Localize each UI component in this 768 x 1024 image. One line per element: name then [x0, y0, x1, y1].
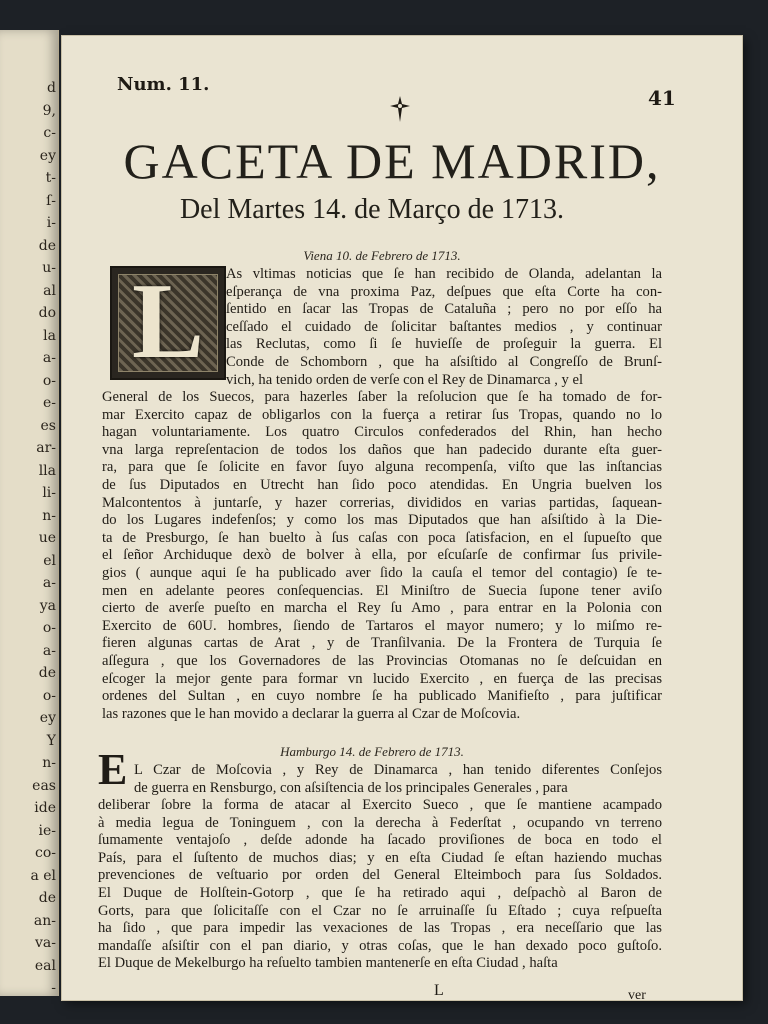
- text-line: ſumamente ventajoſo , deſde adonde ha ſacado proviſiones de boca en todo el: [98, 832, 662, 849]
- left-page-fragment: la: [43, 327, 56, 344]
- cross-ornament-icon: [388, 94, 412, 124]
- article-viena-body: [102, 389, 662, 723]
- left-page-fragment: -: [51, 980, 56, 996]
- initial-letter: L: [131, 262, 205, 381]
- text-line: mandaſſe aſsiſtir con el pan diario, y otras coſas, que le han dexado poco guſtoſo.: [98, 937, 662, 954]
- text-line: Exercito de 60U. hombres, ſiendo de Tartaros el mayor numero; y lo miſmo re-: [102, 617, 662, 634]
- left-page-fragment: a el: [30, 867, 56, 884]
- text-line: ceſſado el cuidado de ſolicitar baſtantes medios , y continuar: [226, 318, 662, 335]
- text-line: Gorts, para que ſolicitaſſe con el Czar no ſe arruinaſſe ſu Eſtado ; cuya reſpueſta: [98, 902, 662, 919]
- text-line: de ſus Diputados en Utrecht han ſido poco atendidas. En Ungria buelven los: [102, 476, 662, 493]
- text-line: mar Exercito capaz de obligarlos con la fuerça a retirar ſus Tropas, quando no lo: [102, 406, 662, 423]
- text-line: ta de Presburgo, ſe han buelto à ſus caſas con poca ſatisfacion, en el ſupueſto que: [102, 529, 662, 546]
- page-folio: 41: [648, 86, 676, 110]
- left-page-fragment: eal: [34, 957, 56, 974]
- left-page-fragment: o-: [42, 372, 56, 389]
- left-page-edge: [0, 30, 59, 996]
- left-page-fragment: n-: [42, 507, 56, 524]
- left-page-fragment: do: [38, 305, 56, 321]
- text-line: men en adelante peores conſequencias. El Miniſtro de Suecia ſupone tener aviſo: [102, 582, 662, 599]
- text-line: à media legua de Toninguem , con la derecha à Federſtat , ocupando vn terreno: [98, 814, 662, 831]
- left-page-fragment: Y: [46, 732, 56, 749]
- left-page-fragment: co-: [35, 845, 56, 861]
- left-page-fragment: de: [38, 665, 56, 681]
- section-initial-e: E: [98, 745, 128, 794]
- text-line: prevenciones de veſtuario por orden del General Elteimboch para ſus Soldados.: [98, 867, 662, 884]
- left-page-fragment: o-: [42, 620, 56, 636]
- issue-dateline: Del Martes 14. de Março de 1713.: [179, 194, 565, 225]
- text-line: ordenes del Sultan , en cuyo nombre ſe ha publicado Manifieſto , para juſtificar: [102, 688, 662, 705]
- left-page-fragment: e-: [42, 395, 56, 411]
- left-page-fragment: ar-: [36, 440, 56, 456]
- text-line: el ſeñor Archiduque dexò de bolver à ella, por eſcuſarſe de confirmar ſus privile-: [102, 547, 662, 564]
- left-page-fragment: 9,: [42, 102, 56, 119]
- left-page-fragment: a-: [42, 642, 56, 659]
- text-line: fieren algunas cartas de Arat , y de Tranſilvania. De la Frontera de Turquia ſe: [102, 635, 662, 652]
- left-page-fragment: u-: [42, 260, 56, 276]
- left-page-fragment: ſ-: [46, 192, 56, 209]
- text-line: ſentido en ſacar las Tropas de Cataluña ; pero no por eſſo ha: [226, 301, 662, 318]
- text-line: eſcoger la mejor gente para formar vn lucido Exercito , en fuerça de las precisas: [102, 670, 662, 687]
- left-page-fragment: de: [38, 890, 56, 906]
- left-page-fragment: al: [43, 282, 56, 299]
- left-page-fragment: ie-: [38, 822, 56, 839]
- left-page-fragment: n-: [42, 755, 56, 771]
- text-line: gios ( aunque aqui ſe ha publicado aver ſido la cauſa el temor del contagio) ſe te-: [102, 564, 662, 581]
- text-line: aſſegura , que los Governadores de las Provincias Otomanas no ſe deſcuidan en: [102, 652, 662, 669]
- left-page-fragment: de: [38, 237, 56, 254]
- left-page-fragment: ide: [34, 800, 56, 816]
- text-line: ha ſido , que para impedir las vexaciones de las Tropas , era neceſſario que las: [98, 920, 662, 937]
- text-line: País, para el ſuſtento de muchos dias; y en eſta Ciudad ſe eſtan haziendo muchas: [98, 849, 662, 866]
- left-page-fragment: el: [43, 552, 56, 569]
- text-line: El Duque de Holſtein-Gotorp , que ſe ha retirado aqui , deſpachò al Baron de: [98, 884, 662, 901]
- left-page-fragment: ue: [38, 530, 56, 546]
- text-line: Malcontentos à juntarſe, y hazer correrias, divididos en varias partidas, ſaquean-: [102, 494, 662, 511]
- left-page-fragment: a-: [42, 575, 56, 591]
- text-line: las razones que le han movido a declarar la guerra al Czar de Moſcovia.: [102, 705, 521, 722]
- text-line: hagan voluntariamente. Los quatro Circulos confederados del Rhin, han hecho: [102, 424, 662, 441]
- text-line: eſperança de vna proxima Paz, deſpues que eſta Corte ha con-: [226, 283, 662, 300]
- article-hamburgo-body: [98, 797, 662, 973]
- text-line: ra, para que ſe ſolicite en favor ſuyo alguna recompenſa, viſto que las inſtancias: [102, 459, 662, 476]
- text-line: General de los Suecos, para hazerles ſaber la reſolucion que ſe ha tomado de for-: [102, 389, 662, 405]
- left-page-fragment: ey: [39, 710, 56, 726]
- text-line: cierto de averſe pueſto en marcha el Rey ſu Amo , para entrar en la Polonia con: [102, 600, 662, 617]
- text-line: deliberar ſobre la forma de atacar al Exercito Sueco , que ſe mantiene acampado: [98, 797, 662, 813]
- text-line: vich, ha tenido orden de verſe con el Rey de Dinamarca , y el: [226, 371, 583, 388]
- text-line: de guerra en Rensburgo, con aſsiſtencia de los principales Generales , para: [134, 779, 568, 796]
- issue-number: Num. 11.: [117, 74, 210, 95]
- left-page-fragment: ya: [39, 597, 56, 614]
- gazette-page: [62, 36, 742, 1000]
- article-viena-intro: [226, 266, 662, 389]
- text-line: do los Lugares indefenſos; y como los mas Diputados que han aſsiſtido à la Die-: [102, 512, 662, 529]
- text-line: As vltimas noticias que ſe han recibido de Olanda, adelantan la: [226, 266, 662, 282]
- text-line: las Reclutas, como ſi ſe huvieſſe de proſeguir la guerra. El: [226, 336, 662, 353]
- left-page-fragment: li-: [42, 485, 56, 501]
- decorated-initial: [110, 262, 226, 381]
- left-page-fragment: a-: [42, 350, 56, 366]
- left-page-fragment: o-: [42, 687, 56, 704]
- left-page-fragment: eas: [32, 777, 56, 794]
- signature-mark: L: [434, 982, 444, 999]
- left-page-fragment: lla: [38, 462, 56, 479]
- left-page-fragment: t-: [45, 170, 56, 186]
- left-page-fragment: c-: [43, 125, 56, 141]
- masthead-title: GACETA DE MADRID,: [123, 133, 661, 189]
- text-line: El Duque de Mekelburgo ha reſuelto tambien mantenerſe en eſta Ciudad , haſta: [98, 955, 558, 972]
- left-page-fragment: ey: [39, 147, 56, 164]
- left-page-fragment: es: [40, 417, 56, 434]
- article-hamburgo-intro: [134, 762, 662, 797]
- section-heading-hamburgo: Hamburgo 14. de Febrero de 1713.: [280, 744, 464, 759]
- text-line: Conde de Schomborn , que ha aſsiſtido al Congreſſo de Brunſ-: [226, 353, 662, 370]
- section-heading-viena: Viena 10. de Febrero de 1713.: [303, 248, 461, 263]
- catchword: ver: [628, 988, 646, 1000]
- text-line: L Czar de Moſcovia , y Rey de Dinamarca , han tenido diferentes Conſejos: [134, 762, 662, 778]
- left-page-fragment: an-: [33, 912, 56, 929]
- left-page-fragment: d: [47, 80, 56, 96]
- left-page-fragment: i-: [46, 215, 56, 231]
- left-page-fragment: va-: [35, 935, 56, 951]
- text-line: vna larga repreſentacion de todos los daños que han padecido durante eſta guer-: [102, 441, 662, 458]
